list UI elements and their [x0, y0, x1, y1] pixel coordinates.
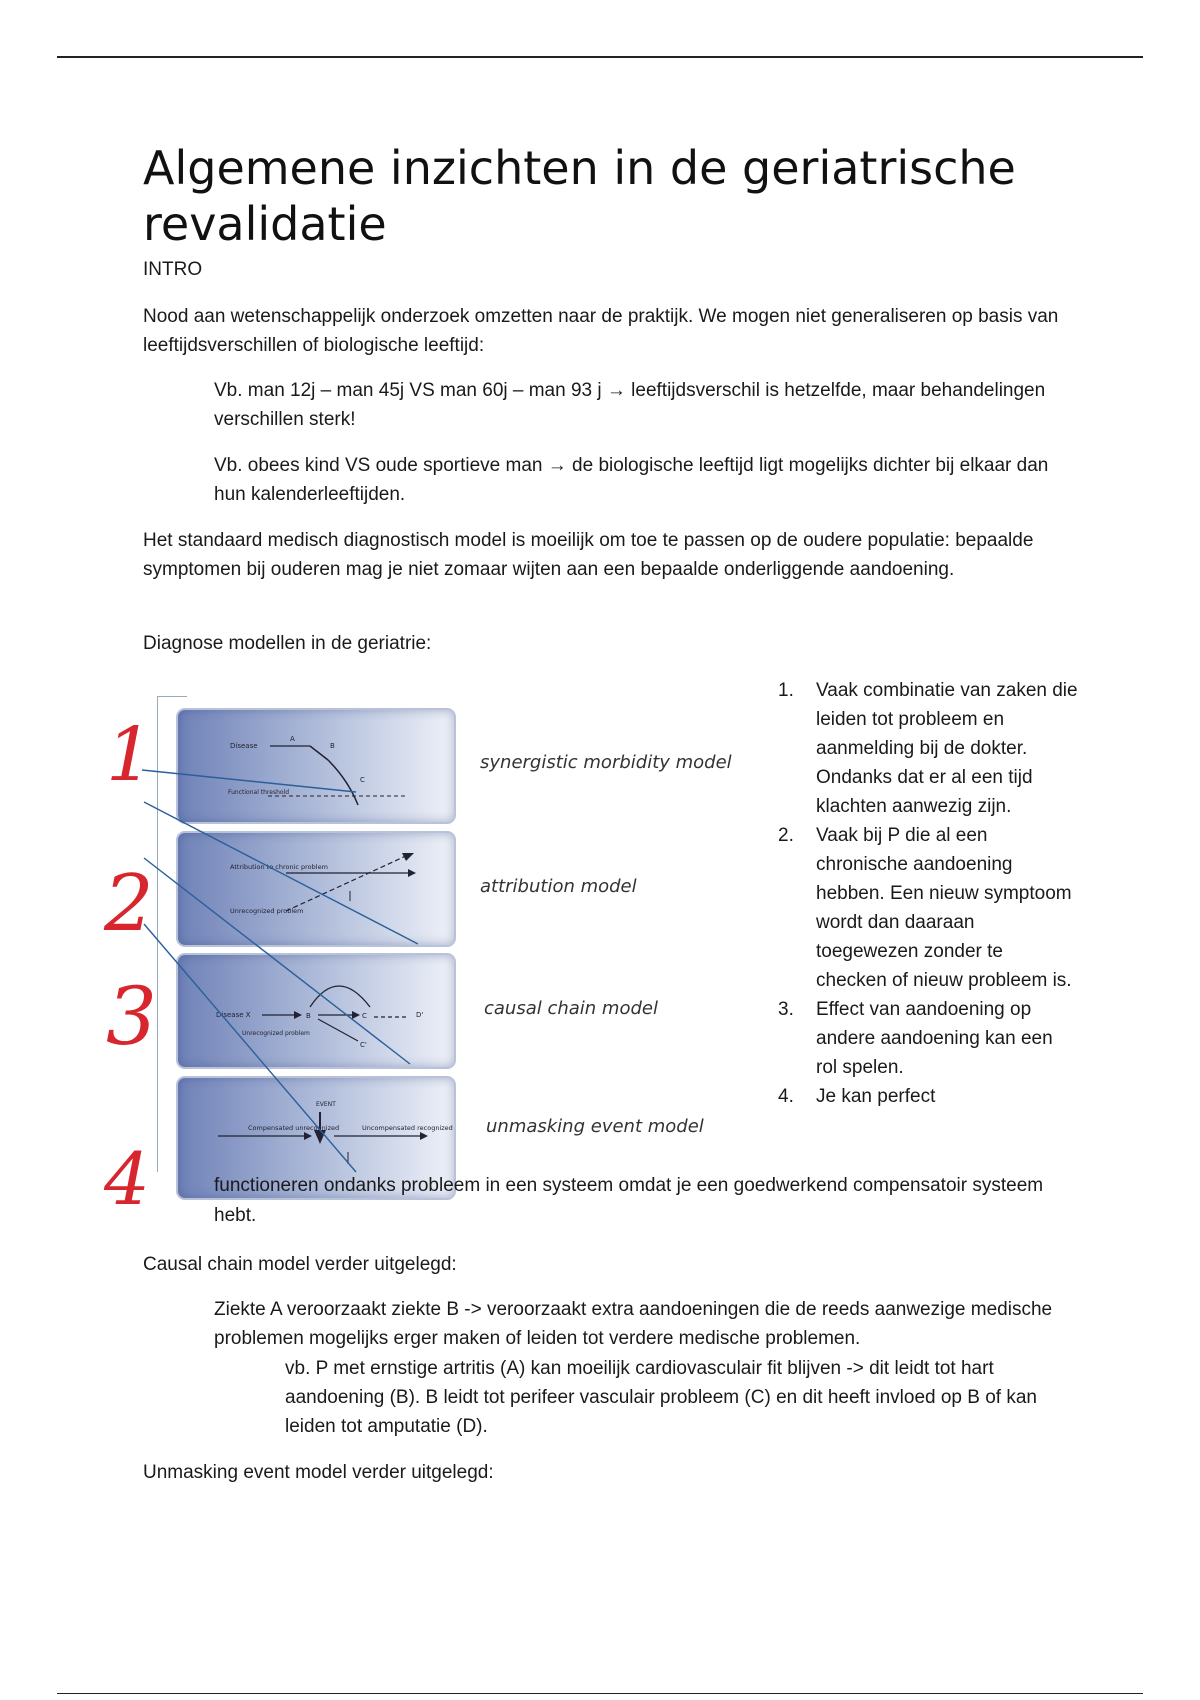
intro-paragraph: Nood aan wetenschappelijk onderzoek omzetten naar de praktijk. We mogen niet generaliseren op basis van leeftijdsverschillen of biologische leeftijd:: [143, 306, 1059, 356]
list-item: [778, 676, 1078, 821]
example-2: Vb. obees kind VS oude sportieve man → de biologische leeftijd ligt mogelijks dichter bij elkaar dan hun kalenderleeftijden.: [214, 455, 1049, 505]
diagram-label: Compensated unrecognized: [248, 1124, 340, 1132]
list-item: [778, 995, 1078, 1082]
handwritten-number-4: 4: [104, 1140, 150, 1220]
diagram-label: C: [362, 1012, 367, 1020]
diagram-label: Functional threshold: [228, 789, 290, 796]
diagram-label: Uncompensated recognized: [362, 1124, 453, 1132]
causal-chain-explanation: Ziekte A veroorzaakt ziekte B -> veroorzaakt extra aandoeningen die de reeds aanwezige medische problemen mogelijks erger maken of leiden tot verdere medische problemen.: [214, 1299, 1053, 1349]
models-list: [778, 676, 1078, 1111]
annotation-line: [142, 770, 356, 792]
list-number: 1.: [778, 680, 794, 701]
list-number: 4.: [778, 1086, 794, 1107]
list-number: 2.: [778, 825, 794, 846]
panel-label-causal-chain: causal chain model: [484, 998, 658, 1019]
diagram-label: A: [290, 735, 295, 743]
diagram-label: Attribution to chronic problem: [230, 863, 328, 871]
example-1: Vb. man 12j – man 45j VS man 60j – man 93 j → leeftijdsverschil is hetzelfde, maar behandelingen verschillen sterk!: [214, 380, 1046, 430]
diagram-label: Unrecognized problem: [242, 1030, 310, 1037]
list-item-4-continued: functioneren ondanks probleem in een systeem omdat je een goedwerkend compensatoir systeem hebt.: [214, 1175, 1044, 1226]
handwritten-annotations: [100, 688, 780, 1208]
diagram-label: C: [360, 776, 365, 784]
page-title: Algemene inzichten in de geriatrische revalidatie: [143, 141, 1016, 251]
list-text: Je kan perfect: [816, 1086, 936, 1107]
diagram-label: EVENT: [316, 1101, 336, 1108]
diagnose-models-heading: Diagnose modellen in de geriatrie:: [143, 633, 432, 654]
list-text: Vaak combinatie van zaken die leiden tot probleem en aanmelding bij de dokter. Ondanks dat er al een tijd klachten aanwezig zijn.: [816, 680, 1078, 817]
diagram-label: B: [330, 742, 335, 750]
handwritten-number-1: 1: [106, 712, 154, 798]
diagram-label: Disease: [230, 742, 258, 750]
handwritten-number-4-wrap: [100, 1140, 160, 1220]
diagram-label: B: [306, 1012, 311, 1020]
unmasking-heading: Unmasking event model verder uitgelegd:: [143, 1462, 494, 1483]
diagram-label: Unrecognized problem: [230, 907, 304, 915]
handwritten-number-3: 3: [106, 970, 157, 1063]
diagnostic-model-paragraph: Het standaard medisch diagnostisch model is moeilijk om toe te passen op de oudere populatie: bepaalde symptomen bij ouderen mag je niet zomaar wijten aan een bepaalde onderliggende aandoening.: [143, 530, 1034, 580]
list-text: Effect van aandoening op andere aandoening kan een rol spelen.: [816, 999, 1053, 1078]
list-text: Vaak bij P die al een chronische aandoening hebben. Een nieuw symptoom wordt dan daaraan toegewezen zonder te checken of nieuw probleem is.: [816, 825, 1072, 991]
causal-chain-example: vb. P met ernstige artritis (A) kan moeilijk cardiovasculair fit blijven -> dit leidt tot hart aandoening (B). B leidt tot perifeer vasculair probleem (C) en dit heeft invloed op B of kan leiden tot amputatie (D).: [285, 1358, 1037, 1437]
diagram-label: D': [416, 1011, 424, 1019]
annotation-line: [144, 802, 418, 944]
handwritten-number-2: 2: [104, 859, 154, 949]
annotation-line: [144, 924, 356, 1172]
diagram-label: C': [360, 1041, 367, 1049]
panel-label-attribution: attribution model: [480, 876, 637, 897]
list-item: [778, 821, 1078, 995]
intro-heading: INTRO: [143, 259, 203, 280]
panel-label-unmasking: unmasking event model: [486, 1116, 704, 1137]
diagram-label: Disease X: [216, 1011, 251, 1019]
panel-label-synergistic: synergistic morbidity model: [480, 752, 732, 773]
causal-chain-heading: Causal chain model verder uitgelegd:: [143, 1254, 457, 1275]
annotation-line: [144, 858, 410, 1064]
footer-rule: [57, 1693, 1143, 1694]
list-item: [778, 1082, 1078, 1111]
header-rule: [57, 56, 1143, 58]
diagnose-models-figure: [100, 688, 780, 1172]
list-number: 3.: [778, 999, 794, 1020]
